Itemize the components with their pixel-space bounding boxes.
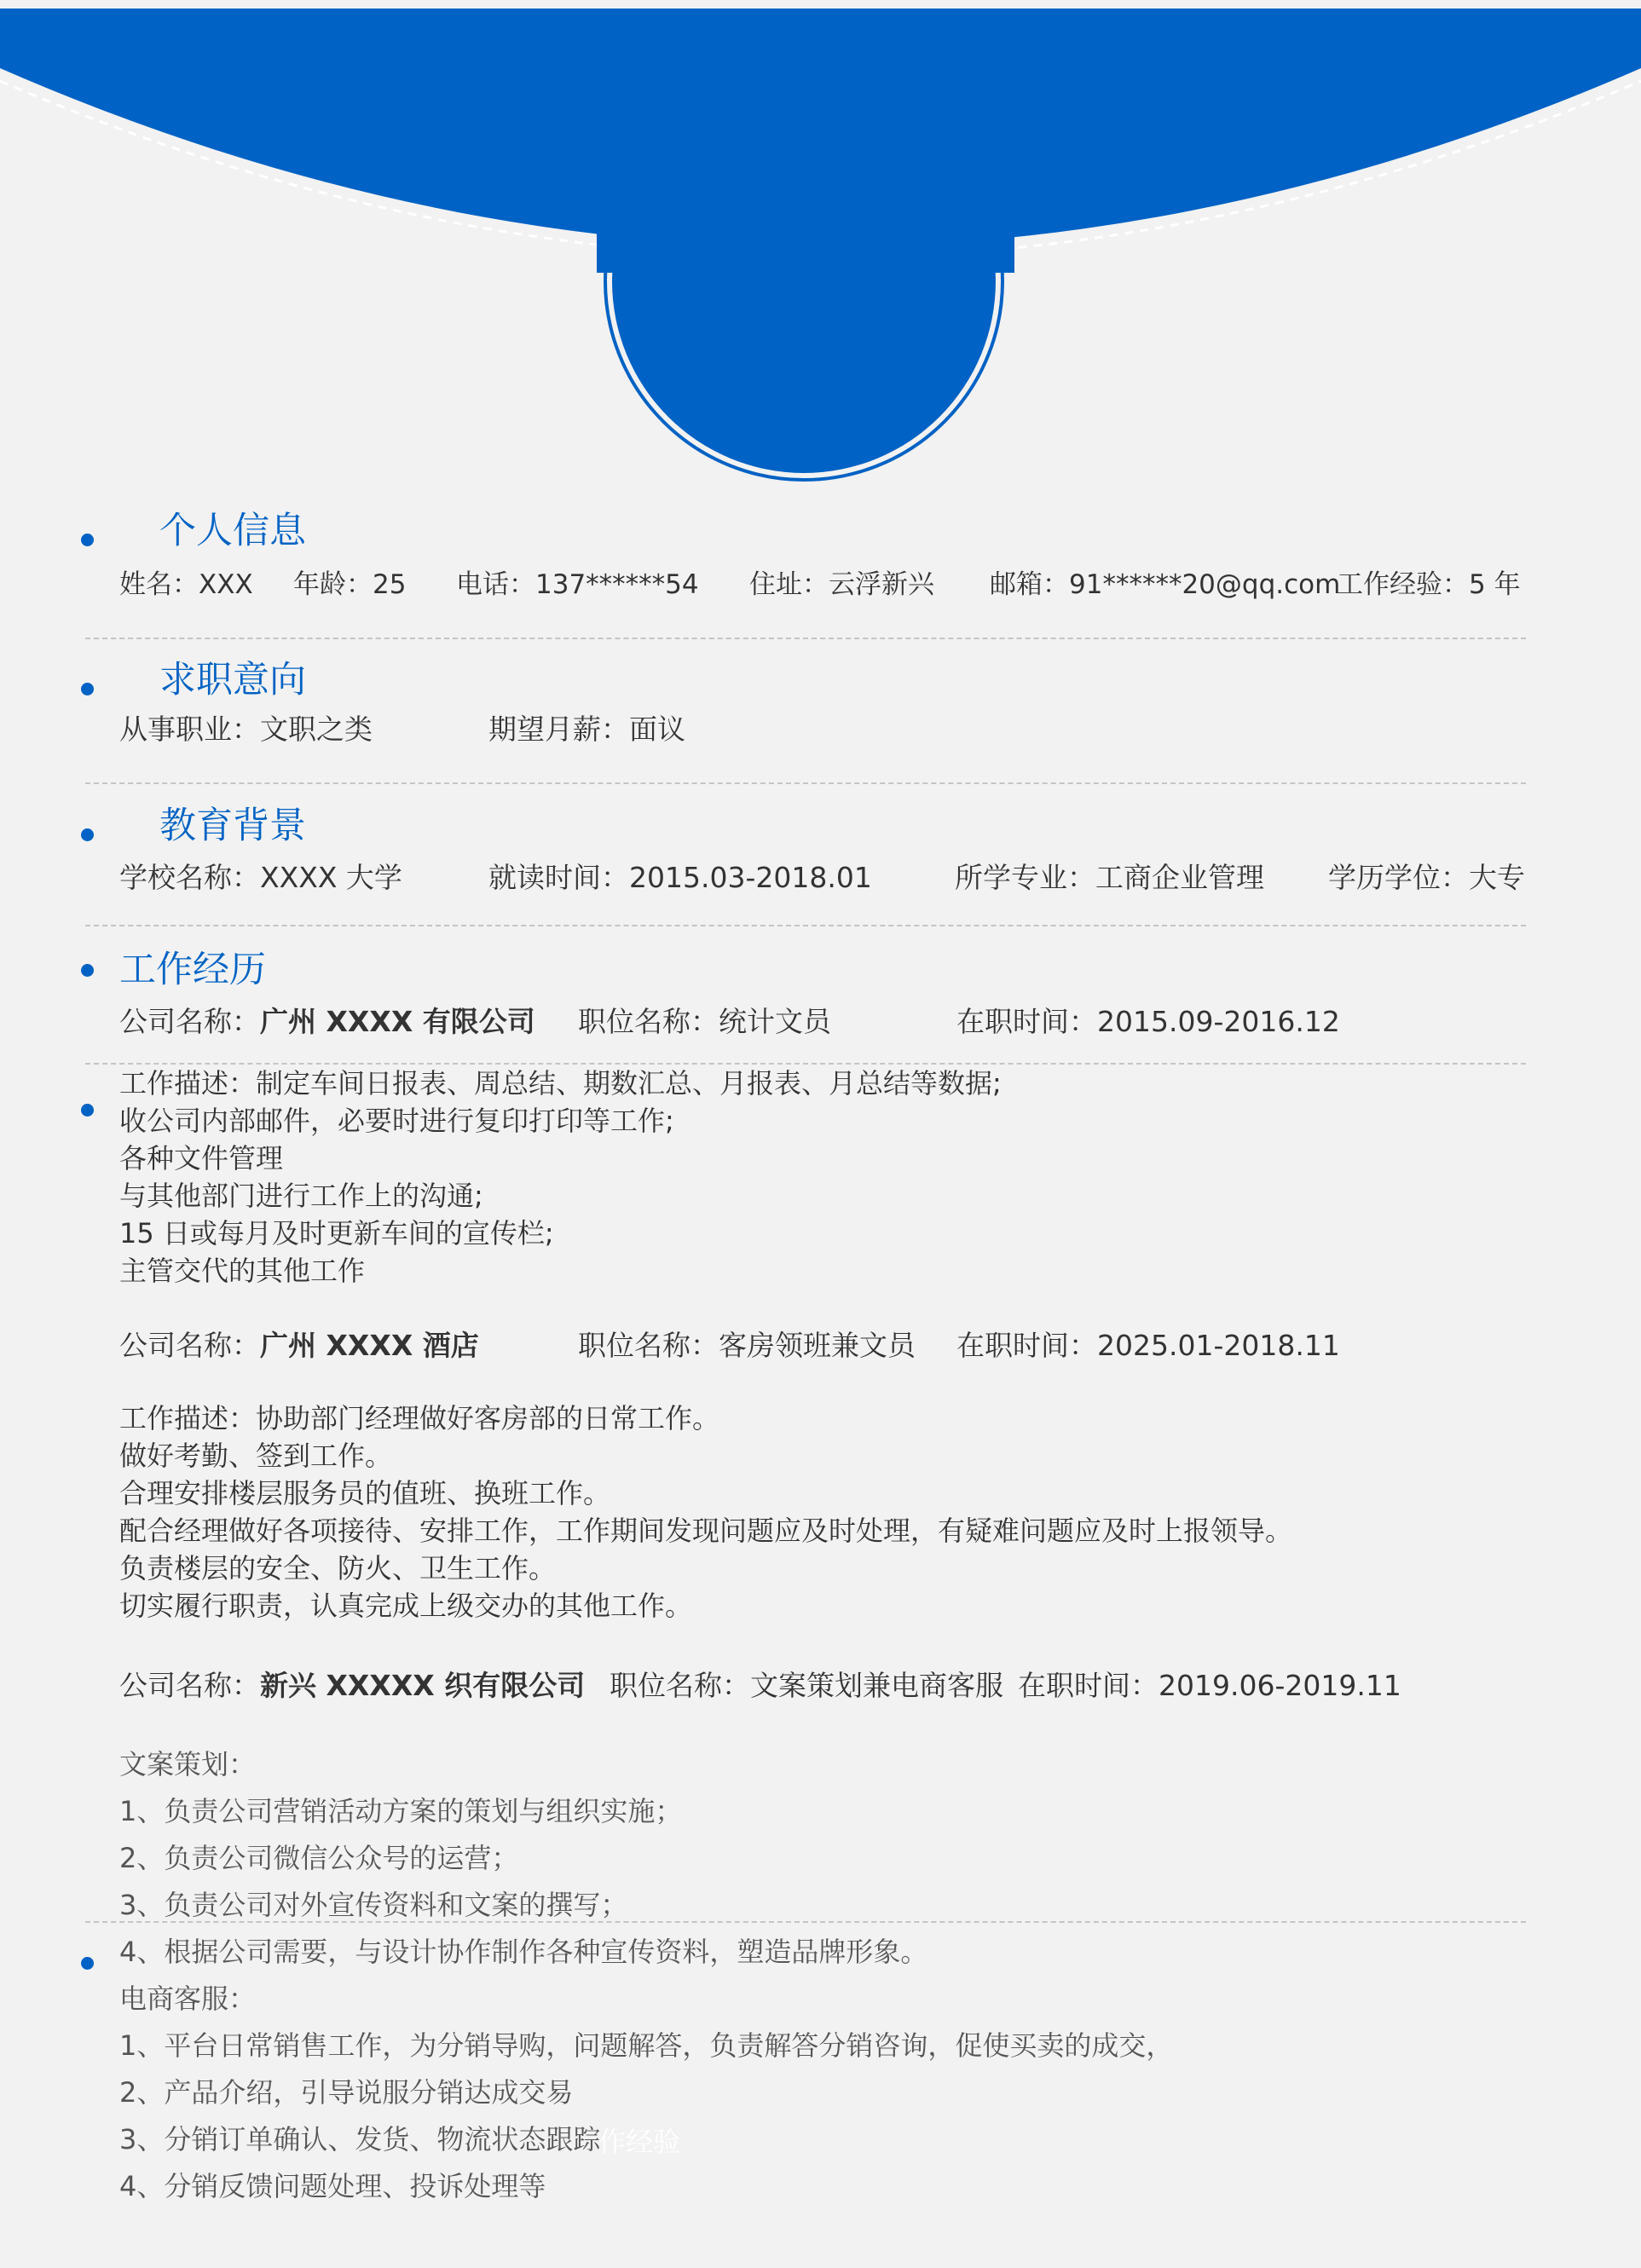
experience-value: 5 年 xyxy=(1469,569,1521,600)
email-value: 91******20@qq.com xyxy=(1069,569,1341,600)
period-value: 2015.03-2018.01 xyxy=(629,861,872,894)
email-label: 邮箱： xyxy=(990,569,1069,600)
desc-line: 4、根据公司需要，与设计协作制作各种宣传资料，塑造品牌形象。 xyxy=(119,1936,928,1968)
address-value: 云浮新兴 xyxy=(829,569,934,600)
section-title-work: 工作经历 xyxy=(119,949,266,991)
company-value: 广州 XXXX 酒店 xyxy=(260,1329,479,1362)
position-value: 客房领班兼文员 xyxy=(719,1329,916,1362)
job1-position-field xyxy=(578,1007,831,1036)
school-value: XXXX 大学 xyxy=(260,861,402,894)
desc-line: 配合经理做好各项接待、安排工作，工作期间发现问题应及时处理，有疑难问题应及时上报领导。 xyxy=(119,1515,1293,1547)
section-bullet xyxy=(81,683,94,695)
section-divider xyxy=(85,782,1526,784)
desc-line: 电商客服： xyxy=(119,1982,257,2015)
desc-line: 合理安排楼层服务员的值班、换班工作。 xyxy=(119,1477,611,1509)
experience-field xyxy=(1337,569,1521,600)
desc-line: 各种文件管理 xyxy=(119,1142,284,1174)
phone-value: 137******54 xyxy=(535,569,699,600)
section-bullet xyxy=(81,1104,94,1117)
section-bullet xyxy=(81,534,94,546)
job2-description xyxy=(119,1399,1292,1625)
job1-time-field xyxy=(956,1007,1340,1036)
degree-label: 学历学位： xyxy=(1328,861,1469,894)
job2-position-field xyxy=(578,1329,916,1362)
section-divider xyxy=(85,638,1526,639)
degree-field xyxy=(1328,863,1525,892)
address-label: 住址： xyxy=(749,569,829,600)
phone-label: 电话： xyxy=(456,569,535,600)
company-label: 公司名称： xyxy=(119,1669,260,1702)
job3-position-field xyxy=(610,1671,1003,1700)
salary-value: 面议 xyxy=(629,713,685,746)
section-title-intention: 求职意向 xyxy=(159,659,306,701)
company-value: 新兴 XXXXX 织有限公司 xyxy=(260,1669,586,1702)
position-value: 统计文员 xyxy=(719,1005,831,1038)
desc-text: 制定车间日报表、周总结、期数汇总、月报表、月总结等数据; xyxy=(256,1067,1002,1099)
time-label: 在职时间： xyxy=(956,1329,1097,1362)
job1-company-field xyxy=(119,1007,535,1036)
job-value: 文职之类 xyxy=(260,713,373,746)
company-label: 公司名称： xyxy=(119,1329,260,1362)
desc-line: 2、负责公司微信公众号的运营； xyxy=(119,1842,519,1874)
position-label: 职位名称： xyxy=(610,1669,750,1702)
job2-company-field xyxy=(119,1329,479,1362)
age-field xyxy=(293,569,407,600)
section-divider xyxy=(85,925,1526,926)
major-value: 工商企业管理 xyxy=(1095,861,1264,894)
job3-company-field xyxy=(119,1671,585,1700)
major-field xyxy=(955,863,1264,892)
desc-line: 与其他部门进行工作上的沟通; xyxy=(119,1180,483,1212)
section-title-education: 教育背景 xyxy=(159,805,306,847)
time-value: 2025.01-2018.11 xyxy=(1097,1329,1340,1362)
salary-field xyxy=(488,713,685,746)
ghost-overlay-text: 作经验 xyxy=(598,2126,681,2158)
desc-label: 工作描述： xyxy=(119,1402,257,1434)
desc-line: 3、负责公司对外宣传资料和文案的撰写； xyxy=(119,1889,628,1921)
section-divider xyxy=(85,1921,1526,1923)
name-value: XXX xyxy=(199,569,253,600)
job1-description xyxy=(119,1065,1002,1290)
period-field xyxy=(488,863,872,892)
section-bullet xyxy=(81,1957,94,1970)
address-field xyxy=(749,569,934,600)
desc-line xyxy=(119,1065,1002,1102)
company-label: 公司名称： xyxy=(119,1005,260,1038)
school-field xyxy=(119,863,402,892)
salary-label: 期望月薪： xyxy=(488,713,629,746)
desc-line: 2、产品介绍，引导说服分销达成交易 xyxy=(119,2076,574,2109)
header-decoration xyxy=(0,0,1641,511)
desc-line: 切实履行职责，认真完成上级交办的其他工作。 xyxy=(119,1590,693,1622)
desc-line: 15 日或每月及时更新车间的宣传栏; xyxy=(119,1217,554,1249)
time-label: 在职时间： xyxy=(956,1005,1097,1038)
desc-line: 负责楼层的安全、防火、卫生工作。 xyxy=(119,1552,557,1584)
age-label: 年龄： xyxy=(293,569,373,600)
section-bullet xyxy=(81,828,94,841)
position-label: 职位名称： xyxy=(578,1005,719,1038)
desc-line: 主管交代的其他工作 xyxy=(119,1255,366,1287)
major-label: 所学专业： xyxy=(955,861,1095,894)
time-label: 在职时间： xyxy=(1018,1669,1159,1702)
position-value: 文案策划兼电商客服 xyxy=(750,1669,1003,1702)
job2-time-field xyxy=(956,1329,1340,1362)
name-label: 姓名： xyxy=(119,569,199,600)
age-value: 25 xyxy=(373,569,407,600)
desc-line: 3、分销订单确认、发货、物流状态跟踪 xyxy=(119,2123,601,2155)
section-title-personal: 个人信息 xyxy=(159,510,306,552)
desc-label: 工作描述： xyxy=(119,1067,257,1099)
header-circle-mask xyxy=(597,9,1014,273)
time-value: 2015.09-2016.12 xyxy=(1097,1005,1340,1038)
name-field xyxy=(119,569,253,600)
period-label: 就读时间： xyxy=(488,861,629,894)
phone-field xyxy=(456,569,699,600)
time-value: 2019.06-2019.11 xyxy=(1159,1669,1401,1702)
job-label: 从事职业： xyxy=(119,713,260,746)
desc-line xyxy=(119,1399,1292,1437)
company-value: 广州 XXXX 有限公司 xyxy=(260,1005,535,1038)
desc-line: 4、分销反馈问题处理、投诉处理等 xyxy=(119,2170,546,2202)
desc-line: 1、负责公司营销活动方案的策划与组织实施； xyxy=(119,1795,683,1827)
desc-line: 1、平台日常销售工作，为分销导购，问题解答，负责解答分销咨询，促使买卖的成交， xyxy=(119,2029,1174,2062)
degree-value: 大专 xyxy=(1469,861,1525,894)
section-bullet xyxy=(81,964,94,977)
job-field xyxy=(119,713,373,746)
position-label: 职位名称： xyxy=(578,1329,719,1362)
school-label: 学校名称： xyxy=(119,861,260,894)
desc-line: 文案策划： xyxy=(119,1748,257,1780)
job3-time-field xyxy=(1018,1671,1401,1700)
desc-line: 收公司内部邮件，必要时进行复印打印等工作; xyxy=(119,1105,674,1137)
desc-text: 协助部门经理做好客房部的日常工作。 xyxy=(256,1402,720,1434)
email-field xyxy=(990,569,1341,600)
desc-line: 做好考勤、签到工作。 xyxy=(119,1440,393,1472)
experience-label: 工作经验： xyxy=(1337,569,1469,600)
